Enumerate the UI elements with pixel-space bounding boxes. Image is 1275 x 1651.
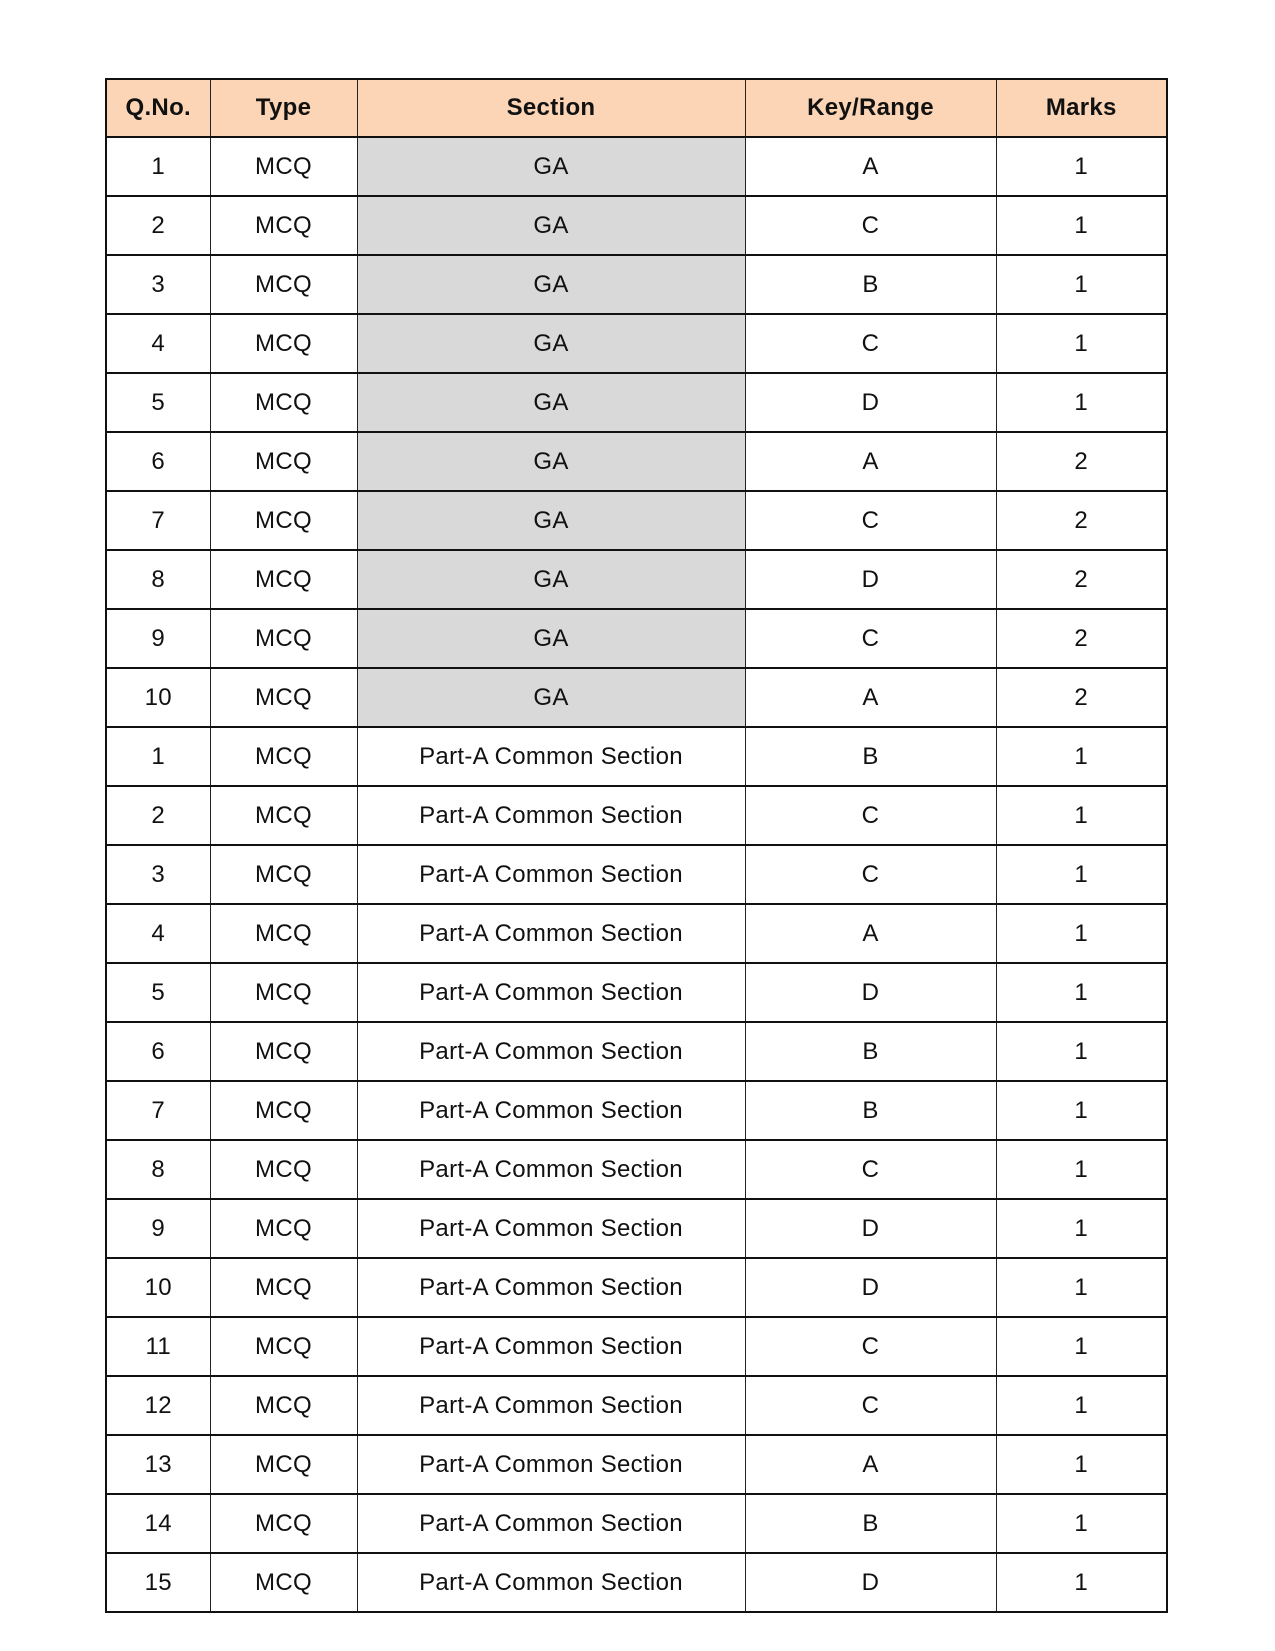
cell-key-range: C: [745, 609, 996, 668]
table-row: [106, 786, 1167, 845]
cell-qno: 10: [106, 668, 210, 727]
cell-section: GA: [357, 550, 745, 609]
cell-qno: 8: [106, 1140, 210, 1199]
cell-marks: 1: [996, 1022, 1167, 1081]
cell-type: MCQ: [210, 1435, 357, 1494]
cell-type: MCQ: [210, 904, 357, 963]
table-row: [106, 1494, 1167, 1553]
table-row: [106, 1553, 1167, 1612]
cell-marks: 2: [996, 432, 1167, 491]
cell-key-range: D: [745, 373, 996, 432]
cell-type: MCQ: [210, 609, 357, 668]
cell-key-range: B: [745, 1022, 996, 1081]
cell-type: MCQ: [210, 1199, 357, 1258]
cell-section: GA: [357, 196, 745, 255]
cell-type: MCQ: [210, 1022, 357, 1081]
cell-type: MCQ: [210, 1553, 357, 1612]
header-row: [106, 79, 1167, 137]
cell-section: Part-A Common Section: [357, 1258, 745, 1317]
cell-qno: 6: [106, 1022, 210, 1081]
cell-marks: 1: [996, 1317, 1167, 1376]
cell-type: MCQ: [210, 137, 357, 196]
cell-qno: 14: [106, 1494, 210, 1553]
cell-marks: 2: [996, 609, 1167, 668]
header-marks: Marks: [996, 79, 1167, 137]
table-row: [106, 963, 1167, 1022]
cell-qno: 11: [106, 1317, 210, 1376]
cell-section: Part-A Common Section: [357, 1553, 745, 1612]
cell-marks: 1: [996, 137, 1167, 196]
cell-marks: 1: [996, 314, 1167, 373]
cell-marks: 1: [996, 1376, 1167, 1435]
cell-qno: 5: [106, 963, 210, 1022]
cell-key-range: C: [745, 1317, 996, 1376]
table-row: [106, 137, 1167, 196]
cell-section: GA: [357, 255, 745, 314]
table-row: [106, 1376, 1167, 1435]
cell-key-range: D: [745, 550, 996, 609]
cell-section: Part-A Common Section: [357, 786, 745, 845]
cell-qno: 15: [106, 1553, 210, 1612]
cell-section: Part-A Common Section: [357, 1022, 745, 1081]
table-row: [106, 845, 1167, 904]
cell-key-range: D: [745, 963, 996, 1022]
cell-type: MCQ: [210, 255, 357, 314]
cell-marks: 1: [996, 1140, 1167, 1199]
cell-type: MCQ: [210, 1140, 357, 1199]
cell-key-range: C: [745, 1140, 996, 1199]
cell-qno: 9: [106, 1199, 210, 1258]
cell-marks: 2: [996, 668, 1167, 727]
cell-key-range: A: [745, 432, 996, 491]
cell-type: MCQ: [210, 1081, 357, 1140]
cell-key-range: C: [745, 196, 996, 255]
cell-key-range: C: [745, 314, 996, 373]
cell-marks: 1: [996, 1081, 1167, 1140]
table-row: [106, 255, 1167, 314]
table-row: [106, 727, 1167, 786]
table-row: [106, 373, 1167, 432]
cell-type: MCQ: [210, 668, 357, 727]
cell-marks: 1: [996, 786, 1167, 845]
table-row: [106, 432, 1167, 491]
cell-type: MCQ: [210, 845, 357, 904]
answer-key-table: [105, 78, 1168, 1613]
cell-section: Part-A Common Section: [357, 963, 745, 1022]
cell-key-range: B: [745, 727, 996, 786]
cell-key-range: C: [745, 1376, 996, 1435]
cell-section: GA: [357, 373, 745, 432]
cell-key-range: A: [745, 1435, 996, 1494]
cell-type: MCQ: [210, 314, 357, 373]
cell-marks: 2: [996, 491, 1167, 550]
cell-type: MCQ: [210, 432, 357, 491]
header-section: Section: [357, 79, 745, 137]
cell-qno: 1: [106, 137, 210, 196]
cell-section: Part-A Common Section: [357, 1140, 745, 1199]
cell-type: MCQ: [210, 786, 357, 845]
cell-section: Part-A Common Section: [357, 1435, 745, 1494]
table-row: [106, 1317, 1167, 1376]
cell-qno: 3: [106, 255, 210, 314]
cell-key-range: B: [745, 255, 996, 314]
cell-marks: 1: [996, 845, 1167, 904]
header-type: Type: [210, 79, 357, 137]
cell-key-range: A: [745, 668, 996, 727]
cell-marks: 1: [996, 1494, 1167, 1553]
cell-marks: 1: [996, 1199, 1167, 1258]
table-row: [106, 1258, 1167, 1317]
cell-marks: 1: [996, 1435, 1167, 1494]
header-qno: Q.No.: [106, 79, 210, 137]
cell-key-range: D: [745, 1199, 996, 1258]
cell-type: MCQ: [210, 1494, 357, 1553]
cell-marks: 1: [996, 1553, 1167, 1612]
cell-section: GA: [357, 491, 745, 550]
cell-section: GA: [357, 137, 745, 196]
table-row: [106, 1199, 1167, 1258]
cell-marks: 1: [996, 727, 1167, 786]
cell-key-range: B: [745, 1081, 996, 1140]
cell-key-range: A: [745, 904, 996, 963]
cell-section: GA: [357, 609, 745, 668]
cell-key-range: D: [745, 1258, 996, 1317]
cell-marks: 2: [996, 550, 1167, 609]
cell-section: Part-A Common Section: [357, 845, 745, 904]
answer-key-sheet: [105, 78, 1166, 1613]
table-row: [106, 1081, 1167, 1140]
table-row: [106, 314, 1167, 373]
cell-marks: 1: [996, 904, 1167, 963]
cell-key-range: B: [745, 1494, 996, 1553]
table-row: [106, 491, 1167, 550]
cell-section: GA: [357, 432, 745, 491]
cell-section: GA: [357, 314, 745, 373]
cell-qno: 1: [106, 727, 210, 786]
cell-type: MCQ: [210, 727, 357, 786]
table-row: [106, 904, 1167, 963]
cell-key-range: C: [745, 786, 996, 845]
table-row: [106, 1022, 1167, 1081]
cell-qno: 7: [106, 491, 210, 550]
cell-type: MCQ: [210, 1317, 357, 1376]
cell-qno: 7: [106, 1081, 210, 1140]
cell-qno: 9: [106, 609, 210, 668]
cell-qno: 4: [106, 314, 210, 373]
cell-type: MCQ: [210, 491, 357, 550]
cell-marks: 1: [996, 255, 1167, 314]
cell-type: MCQ: [210, 373, 357, 432]
cell-marks: 1: [996, 1258, 1167, 1317]
table-row: [106, 668, 1167, 727]
cell-qno: 13: [106, 1435, 210, 1494]
cell-type: MCQ: [210, 550, 357, 609]
header-key-range: Key/Range: [745, 79, 996, 137]
cell-type: MCQ: [210, 1376, 357, 1435]
cell-section: Part-A Common Section: [357, 904, 745, 963]
cell-key-range: A: [745, 137, 996, 196]
table-row: [106, 550, 1167, 609]
cell-section: Part-A Common Section: [357, 1494, 745, 1553]
cell-section: Part-A Common Section: [357, 1081, 745, 1140]
cell-marks: 1: [996, 196, 1167, 255]
cell-section: GA: [357, 668, 745, 727]
cell-key-range: D: [745, 1553, 996, 1612]
table-body: [106, 137, 1167, 1612]
cell-qno: 5: [106, 373, 210, 432]
cell-qno: 12: [106, 1376, 210, 1435]
cell-key-range: C: [745, 491, 996, 550]
cell-qno: 8: [106, 550, 210, 609]
cell-section: Part-A Common Section: [357, 1317, 745, 1376]
cell-section: Part-A Common Section: [357, 727, 745, 786]
cell-marks: 1: [996, 963, 1167, 1022]
table-row: [106, 1435, 1167, 1494]
cell-marks: 1: [996, 373, 1167, 432]
cell-qno: 2: [106, 196, 210, 255]
cell-section: Part-A Common Section: [357, 1199, 745, 1258]
cell-section: Part-A Common Section: [357, 1376, 745, 1435]
cell-type: MCQ: [210, 963, 357, 1022]
cell-qno: 4: [106, 904, 210, 963]
cell-qno: 3: [106, 845, 210, 904]
cell-qno: 2: [106, 786, 210, 845]
table-row: [106, 609, 1167, 668]
cell-qno: 6: [106, 432, 210, 491]
cell-key-range: C: [745, 845, 996, 904]
cell-type: MCQ: [210, 1258, 357, 1317]
table-row: [106, 196, 1167, 255]
cell-qno: 10: [106, 1258, 210, 1317]
cell-type: MCQ: [210, 196, 357, 255]
table-row: [106, 1140, 1167, 1199]
